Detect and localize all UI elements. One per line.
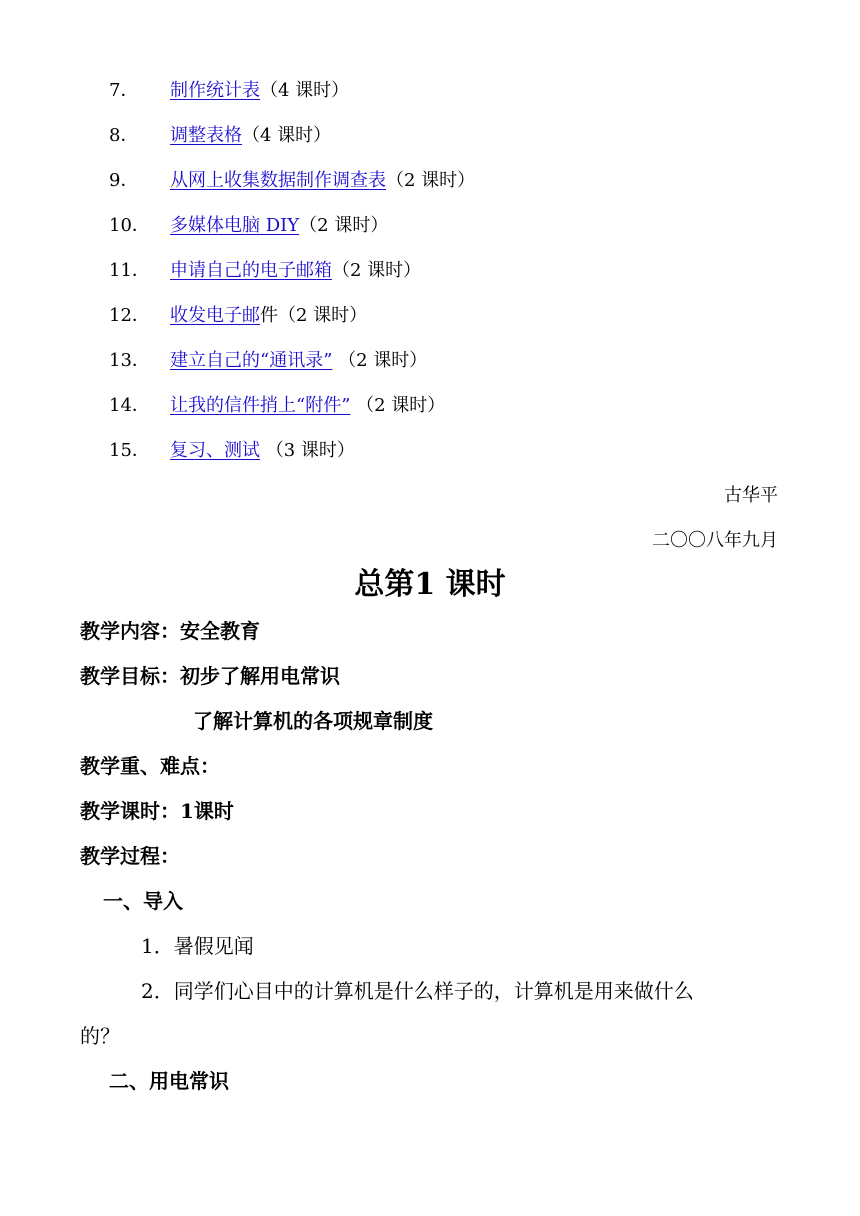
toc-number: 8． xyxy=(109,125,139,146)
toc-hours: （4 课时） xyxy=(260,80,350,101)
toc-number: 11． xyxy=(109,260,150,281)
toc-link[interactable]: 复习、测试 xyxy=(170,440,260,461)
teaching-process: 教学过程： xyxy=(80,844,180,868)
list-item-continued: 的？ xyxy=(80,1024,120,1048)
toc-link[interactable]: 制作统计表 xyxy=(170,80,260,101)
toc-number: 12． xyxy=(109,305,150,326)
toc-link[interactable]: 收发电子邮 xyxy=(170,305,260,326)
teaching-content: 教学内容：安全教育 xyxy=(80,619,260,643)
teaching-goal: 教学目标：初步了解用电常识 xyxy=(80,664,340,688)
signature-date: 二〇〇八年九月 xyxy=(652,530,778,551)
toc-link[interactable]: 建立自己的“通讯录” xyxy=(170,350,333,371)
toc-number: 13． xyxy=(109,350,150,371)
toc-number: 15． xyxy=(109,440,150,461)
toc-link[interactable]: 申请自己的电子邮箱 xyxy=(170,260,332,281)
toc-link[interactable]: 调整表格 xyxy=(170,125,242,146)
toc-link[interactable]: 多媒体电脑 DIY xyxy=(170,215,300,236)
teaching-goal-continued: 了解计算机的各项规章制度 xyxy=(193,709,433,733)
toc-hours: （2 课时） xyxy=(332,350,428,371)
toc-number: 10． xyxy=(109,215,150,236)
section-heading-electricity: 二、用电常识 xyxy=(109,1069,229,1093)
lesson-title: 总第1 课时 xyxy=(354,567,506,602)
list-item: 1．暑假见闻 xyxy=(141,934,254,958)
toc-link[interactable]: 从网上收集数据制作调查表 xyxy=(170,170,386,191)
teaching-hours: 教学课时：1课时 xyxy=(80,799,234,823)
author-name: 古华平 xyxy=(724,485,778,506)
toc-hours: （2 课时） xyxy=(299,215,389,236)
toc-hours: 件（2 课时） xyxy=(260,305,368,326)
key-points: 教学重、难点： xyxy=(80,754,220,778)
toc-number: 9． xyxy=(109,170,139,191)
toc-hours: （3 课时） xyxy=(260,440,355,461)
list-item: 2．同学们心目中的计算机是什么样子的，计算机是用来做什么 xyxy=(141,979,694,1003)
toc-hours: （2 课时） xyxy=(386,170,476,191)
toc-number: 14． xyxy=(109,395,150,416)
toc-hours: （4 课时） xyxy=(242,125,332,146)
toc-number: 7． xyxy=(109,80,139,101)
toc-hours: （2 课时） xyxy=(350,395,446,416)
toc-hours: （2 课时） xyxy=(332,260,422,281)
toc-link[interactable]: 让我的信件捎上“附件” xyxy=(170,395,351,416)
section-heading-intro: 一、导入 xyxy=(103,889,183,913)
